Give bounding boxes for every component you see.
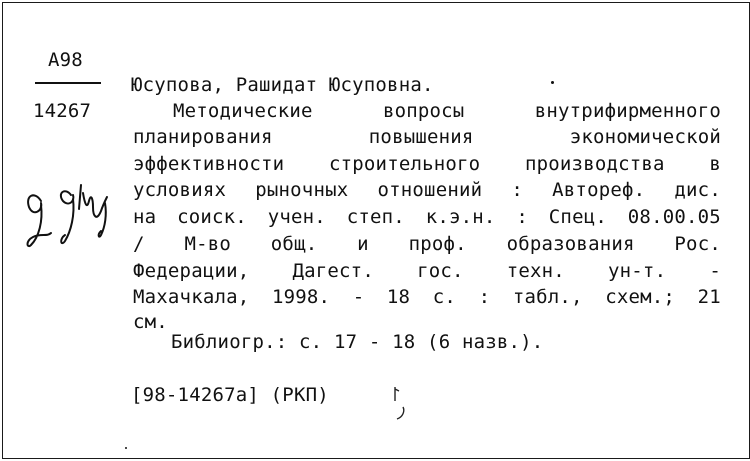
word: - — [709, 260, 721, 282]
word: производства — [525, 153, 665, 175]
body-line — [133, 205, 721, 229]
word: Рос. — [674, 233, 721, 255]
registration-code: [98-14267а] (РКП) — [131, 384, 329, 406]
word: повышения — [368, 126, 474, 148]
body-line — [133, 259, 721, 283]
word: отношений — [377, 179, 483, 201]
word: - — [352, 286, 365, 308]
inventory-number: 14267 — [33, 100, 92, 122]
word: см. — [133, 311, 168, 333]
word: экономической — [569, 126, 721, 148]
word: : — [516, 206, 528, 228]
body-line — [133, 178, 721, 202]
word: 18 — [386, 286, 411, 308]
catalog-card — [2, 2, 750, 459]
word: Методические — [173, 100, 313, 122]
word: и — [357, 233, 369, 255]
word: строительного — [329, 153, 481, 175]
body-line — [173, 99, 721, 123]
word: гос. — [417, 260, 464, 282]
word: 1998. — [271, 286, 331, 308]
word: : — [478, 286, 491, 308]
word: с. — [432, 286, 457, 308]
word: Махачкала, — [133, 286, 250, 308]
body-line — [133, 310, 168, 334]
word: : — [511, 179, 524, 201]
word: степ. — [346, 206, 405, 228]
divider-rule — [35, 82, 101, 84]
word: Дагест. — [292, 260, 374, 282]
word: ун-т. — [608, 260, 667, 282]
word: Спец. — [548, 206, 607, 228]
word: проф. — [408, 233, 467, 255]
word: 21 — [697, 286, 721, 308]
word: схем.; — [605, 286, 676, 308]
word: / — [133, 233, 145, 255]
word: образования — [506, 233, 635, 255]
body-line — [133, 152, 721, 176]
ink-speck — [551, 81, 554, 84]
word: условиях — [133, 179, 227, 201]
pencil-mark-icon — [385, 381, 415, 423]
word: к.э.н. — [425, 206, 496, 228]
word: техн. — [506, 260, 565, 282]
bibliography-note: Библиогр.: с. 17 - 18 (6 назв.). — [171, 331, 544, 353]
handwritten-annotation-icon — [21, 181, 117, 261]
word: в — [709, 153, 721, 175]
word: Автореф. — [552, 179, 646, 201]
word: табл., — [512, 286, 583, 308]
author-heading: Юсупова, Рашидат Юсуповна. — [131, 74, 434, 96]
body-line — [133, 125, 721, 149]
word: на — [133, 206, 157, 228]
word: планирования — [133, 126, 273, 148]
word: учен. — [267, 206, 326, 228]
body-line — [133, 285, 721, 309]
body-line — [133, 232, 721, 256]
word: рыночных — [255, 179, 349, 201]
ink-speck — [125, 447, 127, 449]
word: соиск. — [177, 206, 247, 228]
classification-code: А98 — [48, 49, 83, 71]
word: Федерации, — [133, 260, 250, 282]
word: эффективности — [133, 153, 285, 175]
word: внутрифирменного — [534, 100, 721, 122]
word: вопросы — [382, 100, 465, 122]
word: общ. — [270, 233, 318, 255]
word: М-во — [184, 233, 231, 255]
word: 08.00.05 — [627, 206, 721, 228]
word: дис. — [674, 179, 721, 201]
